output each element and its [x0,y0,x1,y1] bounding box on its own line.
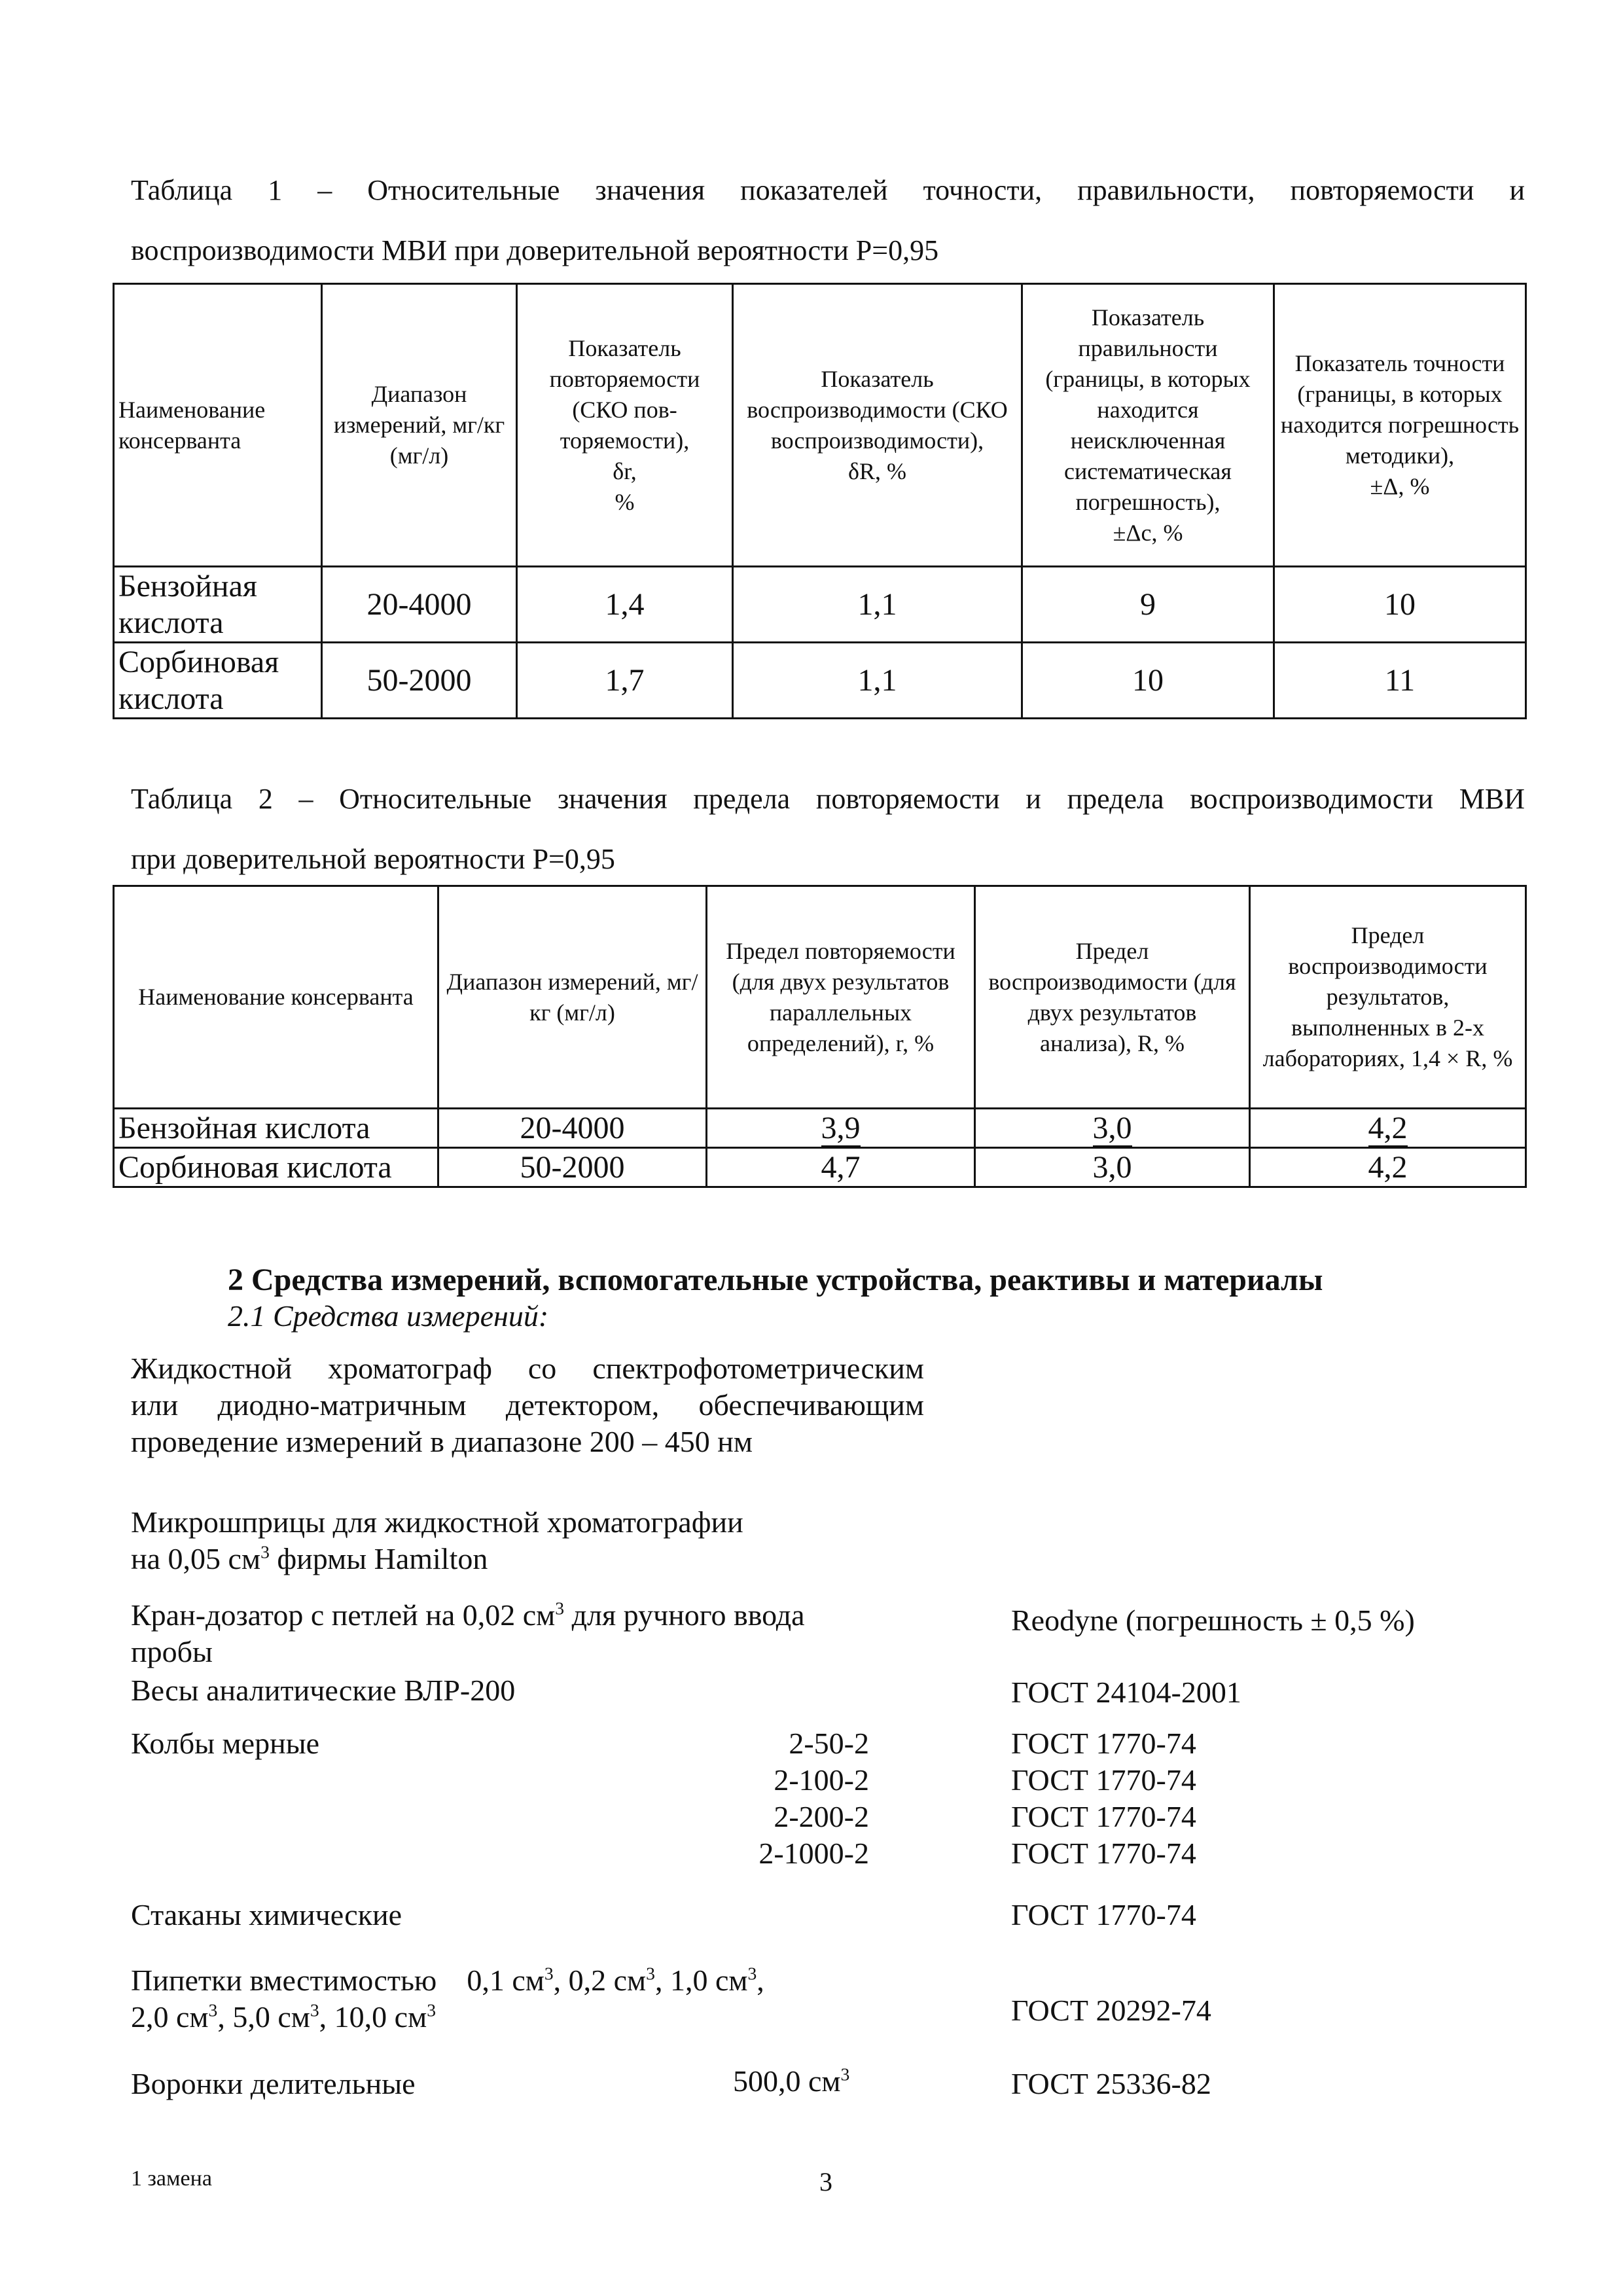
pipettes-volume-2: , 0,2 см [553,1964,647,1997]
chromatograph-line2: или диодно-матричным детектором, обеспечивающим [131,1388,924,1422]
table2-header-name: Наименование консерванта [114,886,438,1109]
table-row [114,643,1526,719]
table2-row2-repeat: 4,7 [707,1148,975,1187]
table1-caption-line1: Таблица 1 – Относительные значения показателей точности, правильности, повторяемости и [131,174,1525,206]
syringe-brand: фирмы Hamilton [269,1542,488,1575]
table1-row2-range: 50-2000 [322,643,517,719]
table1-header-repeat-text: Показатель повторяемости (СКО пов-торяемости), [549,334,700,454]
flask-size-4: 2-1000-2 [758,1837,869,1870]
pipettes-item [131,1962,764,2036]
table1-header-correct [1022,284,1274,567]
table2-caption [131,769,1525,889]
footer-revision: 1 замена [131,2166,212,2191]
table1-header-range: Диапазон измерений, мг/кг (мг/л) [322,284,517,567]
valve-text-a: Кран-дозатор с петлей на 0,02 см [131,1598,556,1632]
chromatograph-line1: Жидкостной хроматограф со спектрофотометрическим [131,1352,924,1385]
table1-row1-correct: 9 [1022,567,1274,643]
syringe-item [131,1504,916,1577]
valve-item [131,1597,949,1670]
table1-row1-repeat: 1,4 [517,567,733,643]
superscript: 3 [208,2000,218,2020]
table1-header-repeat-symbol: δr, [613,457,637,484]
flasks-item: Колбы мерные [131,1727,320,1760]
flask-size-1: 2-50-2 [789,1727,869,1760]
table1-header-repeat-unit: % [615,488,635,515]
table2-header-range: Диапазон измерений, мг/кг (мг/л) [438,886,707,1109]
valve-text-b: для ручного ввода [564,1598,805,1632]
table2 [113,885,1527,1188]
table-row [114,567,1526,643]
table1-row1-accuracy: 10 [1274,567,1526,643]
page-number: 3 [819,2167,832,2197]
table1-header-accuracy-text: Показатель точности (границы, в которых находится погрешность методики), [1280,350,1520,469]
subsection-title: 2.1 Средства измерений: [228,1299,549,1333]
funnels-item: Воронки делительные [131,2067,416,2100]
pipettes-standard: ГОСТ 20292-74 [1011,1994,1211,2027]
table1-header-repeat [517,284,733,567]
superscript: 3 [646,1963,655,1984]
table1-row2-accuracy: 11 [1274,643,1526,719]
table2-row1-reprod-value: 3,0 [1093,1111,1132,1147]
scales-standard: ГОСТ 24104-2001 [1011,1676,1241,1709]
table1-header-name: Наименование консерванта [114,284,322,567]
superscript: 3 [544,1963,554,1984]
flask-standard-3: ГОСТ 1770-74 [1011,1800,1196,1833]
table1-caption [131,160,1525,281]
table1-caption-line2: воспроизводимости МВИ при доверительной вероятности Р=0,95 [131,234,939,266]
funnels-volume-text: 500,0 см [733,2064,841,2098]
table1-header-accuracy [1274,284,1526,567]
table1-row1-name: Бензойная кислота [114,567,322,643]
table2-header-repeat: Предел повторяемости (для двух результатов параллельных определений), r, % [707,886,975,1109]
table2-row1-range: 20-4000 [438,1109,707,1148]
table2-header-reprod: Предел воспроизводимости (для двух результатов анализа), R, % [975,886,1250,1109]
table1-header-accuracy-symbol: ±Δ, % [1370,473,1430,499]
table1-row2-reprod: 1,1 [733,643,1022,719]
pipettes-line2 [131,1999,764,2036]
table1-header-reprod-symbol: δR, % [848,457,906,484]
superscript: 3 [310,2000,319,2020]
flask-standard-4: ГОСТ 1770-74 [1011,1837,1196,1870]
flask-standard-2: ГОСТ 1770-74 [1011,1763,1196,1797]
chromatograph-line3: проведение измерений в диапазоне 200 – 450 нм [131,1425,753,1458]
syringe-line1: Микрошприцы для жидкостной хроматографии [131,1505,743,1539]
superscript: 3 [427,2000,436,2020]
table2-row1-repeat-value: 3,9 [821,1111,861,1147]
valve-line1 [131,1597,949,1634]
table2-caption-line2: при доверительной вероятности Р=0,95 [131,843,615,875]
pipettes-volume-4: 2,0 см [131,2000,209,2034]
flask-sizes [654,1725,869,1872]
flask-size-3: 2-200-2 [774,1800,869,1833]
funnels-standard: ГОСТ 25336-82 [1011,2067,1211,2100]
pipettes-volume-6: , 10,0 см [319,2000,427,2034]
flask-size-2: 2-100-2 [774,1763,869,1797]
table1-row1-reprod: 1,1 [733,567,1022,643]
beakers-standard: ГОСТ 1770-74 [1011,1898,1196,1931]
valve-line2: пробы [131,1635,213,1668]
superscript: 3 [747,1963,757,1984]
table2-row1-repeat [707,1109,975,1148]
table1-row2-repeat: 1,7 [517,643,733,719]
table2-caption-line1: Таблица 2 – Относительные значения предела повторяемости и предела воспроизводимости МВИ [131,783,1525,815]
pipettes-volume-5: , 5,0 см [217,2000,310,2034]
table-row [114,1148,1526,1187]
section-title: 2 Средства измерений, вспомогательные устройства, реактивы и материалы [228,1263,1323,1297]
flask-standards [1011,1725,1196,1872]
syringe-volume: на 0,05 см [131,1542,261,1575]
chromatograph-item [131,1350,924,1460]
pipettes-volume-3: , 1,0 см [654,1964,748,1997]
table2-row2-range: 50-2000 [438,1148,707,1187]
beakers-item: Стаканы химические [131,1898,402,1931]
table2-row1-name: Бензойная кислота [114,1109,438,1148]
superscript: 3 [555,1598,565,1619]
table2-row1-lab [1250,1109,1526,1148]
table1-header-correct-symbol: ±Δс, % [1113,519,1183,546]
table1-header-reprod [733,284,1022,567]
pipettes-volume-1: 0,1 см [467,1964,544,1997]
table2-row2-lab: 4,2 [1250,1148,1526,1187]
superscript: 3 [260,1541,270,1562]
table1-row2-correct: 10 [1022,643,1274,719]
table-row [114,1109,1526,1148]
table2-header-row [114,886,1526,1109]
table2-row1-lab-value: 4,2 [1368,1111,1408,1147]
scales-item: Весы аналитические ВЛР-200 [131,1674,516,1707]
table1-header-reprod-text: Показатель воспроизводимости (СКО воспроизводимости), [747,365,1008,454]
superscript: 3 [840,2064,850,2085]
syringe-line2 [131,1541,916,1577]
table1-row2-name: Сорбиновая кислота [114,643,322,719]
table2-row1-reprod [975,1109,1250,1148]
table1 [113,283,1527,719]
funnels-volume [733,2063,849,2100]
table2-row2-reprod: 3,0 [975,1148,1250,1187]
table2-header-lab: Предел воспроизводимости результатов, выполненных в 2-х лабораториях, 1,4 × R, % [1250,886,1526,1109]
table2-row2-name: Сорбиновая кислота [114,1148,438,1187]
table1-header-row [114,284,1526,567]
pipettes-line1: Пипетки вместимостью 0,1 $см^3$, 0,2 $см^3$, 1,0 $см^3$, [131,1963,764,1997]
table1-header-correct-text: Показатель правильности (границы, в которых находится неисключенная систематическая погрешность), [1045,304,1251,515]
flask-standard-1: ГОСТ 1770-74 [1011,1727,1196,1760]
table1-row1-range: 20-4000 [322,567,517,643]
valve-standard: Reodyne (погрешность ± 0,5 %) [1011,1604,1415,1637]
pipettes-label: Пипетки вместимостью [131,1964,437,1997]
